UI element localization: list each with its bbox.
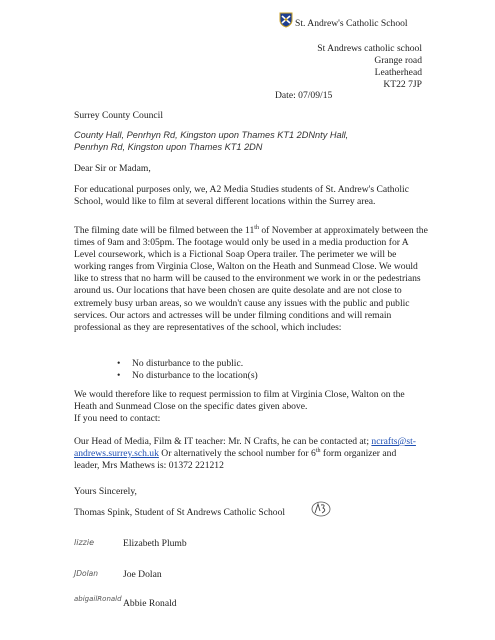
filming-text-rest: of November at approximately between the times of 9am and 3:05pm. The footage would only be used in a media production for A Level coursework, which is a Fictional Soap Opera trailer. The perimeter we will be working ranges from Virginia Close, Walton on the Heath and Sunmead Close. We would like to stress that no harm will be caused to the environment we work in or the pedestrians around us. Our locations that have been chosen are quite desolate and are not close to extremely busy urban areas, so we wouldn't cause any issues with the public and public services. Our actors and actresses will be under filming conditions and will remain professional as they are representatives of the school, which includes:: [74, 225, 428, 333]
contact-middle: Or alternatively the school number for 6: [158, 448, 316, 460]
list-item: • No disturbance to the public.: [100, 358, 400, 370]
list-item: • No disturbance to the location(s): [100, 370, 400, 382]
letter-date: Date: 07/09/15: [275, 90, 333, 101]
address-line: KT22 7JP: [383, 79, 422, 91]
ordinal-suffix: th: [254, 224, 259, 231]
email-link[interactable]: ncrafts@st-andrews.surrey.sch.uk: [74, 436, 416, 460]
contact-intro: Our Head of Media, Film & IT teacher: Mr. N Crafts, he can be contacted at;: [74, 436, 369, 447]
conditions-list: [100, 358, 400, 382]
signatory-name: Elizabeth Plumb: [123, 538, 187, 549]
recipient-address: County Hall, Penrhyn Rd, Kingston upon Thames KT1 2DNnty Hall, Penrhyn Rd, Kingston upon Thames KT1 2DN: [74, 130, 349, 152]
initials-signature-icon: [310, 499, 332, 519]
paragraph-request: We would therefore like to request permission to film at Virginia Close, Walton on the Heath and Sunmead Close on the specific dates given above.: [74, 389, 405, 413]
salutation: Dear Sir or Madam,: [74, 163, 151, 174]
signature-image: lizzie: [74, 538, 94, 547]
paragraph-contact-intro: If you need to contact:: [74, 413, 161, 424]
contact-end: form organizer and leader, Mrs Mathews is: 01372 221212: [74, 448, 397, 472]
school-name: St. Andrew's Catholic School: [295, 18, 408, 29]
closing: Yours Sincerely,: [74, 486, 137, 497]
filming-text-start: The filming date will be filmed between the 11: [74, 225, 255, 236]
signoff: Thomas Spink, Student of St Andrews Catholic School: [74, 507, 286, 518]
address-line: St Andrews catholic school: [317, 43, 422, 54]
address-line: Grange road: [374, 55, 422, 67]
ordinal-suffix: th: [315, 447, 321, 454]
recipient-name: Surrey County Council: [74, 110, 164, 121]
school-crest-icon: [279, 12, 293, 28]
letterhead: [276, 12, 486, 32]
paragraph-filming-details: [74, 225, 430, 334]
paragraph-contact: [74, 436, 424, 472]
address-line: Leatherhead: [374, 67, 422, 79]
signature-image: JDolan: [74, 569, 99, 578]
sender-address: [250, 43, 422, 91]
signatory-name: Abbie Ronald: [123, 598, 177, 609]
paragraph-purpose: For educational purposes only, we, A2 Media Studies students of St. Andrew's Catholic School, would like to film at several different locations within the Surrey area.: [74, 184, 409, 208]
signatory-name: Joe Dolan: [123, 569, 162, 580]
signature-image: abigailRonald: [74, 595, 122, 603]
